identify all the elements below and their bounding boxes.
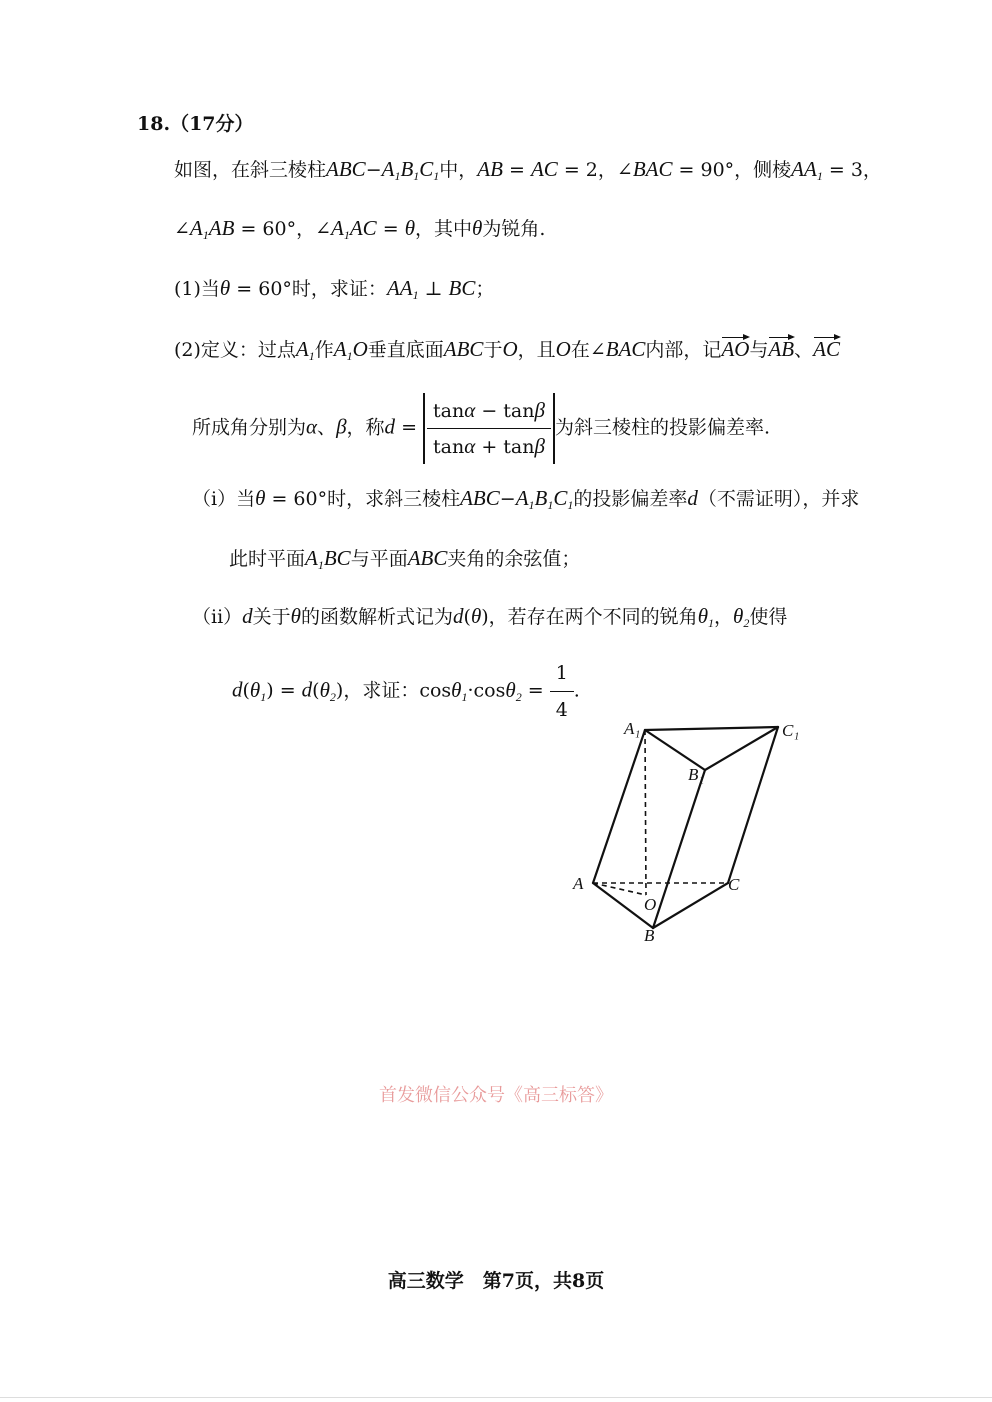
problem-header bbox=[137, 112, 254, 136]
problem-number: 18. bbox=[137, 113, 171, 135]
edge-c-c1 bbox=[728, 727, 778, 883]
label-o: O bbox=[644, 895, 657, 914]
edge-a1-b1 bbox=[645, 730, 705, 770]
part-ii-line-1: （ii）d关于θ的函数解析式记为d(θ)，若存在两个不同的锐角$\theta_1$，$\theta_2$使得 bbox=[192, 604, 788, 630]
projection-deviation-formula: $\frac{\tan\alpha - \tan\beta}{\tan\alpha + \tan\beta}$ bbox=[423, 393, 555, 464]
label-c: C bbox=[728, 875, 740, 894]
prism-figure bbox=[560, 710, 840, 960]
page-footer: 高三数学 第7页，共8页 bbox=[387, 1270, 605, 1292]
label-b1: B₁ bbox=[688, 765, 705, 784]
label-a: A bbox=[573, 874, 584, 893]
part-1: (1)当θ = 60°时，求证：$AA_1$ ⊥ BC； bbox=[174, 276, 495, 302]
part-ii-line-2: $d(\theta_1) = d(\theta_2)$，求证：cosθ$_1$·cosθ$_2$ = $\frac{1}{4}$ . bbox=[232, 657, 580, 726]
part-i-line-1: （i）当θ = 60°时，求斜三棱柱$ABC-A_1B_1C_1$的投影偏差率d（不需证明），并求 bbox=[192, 486, 860, 512]
label-c1: C₁ bbox=[782, 721, 800, 740]
edge-b-b1 bbox=[653, 770, 705, 928]
edge-b-c bbox=[653, 883, 728, 928]
label-a1: A₁ bbox=[624, 719, 641, 738]
edge-a1-c1 bbox=[645, 727, 778, 730]
intro-line-1: 如图，在斜三棱柱$ABC-A_1B_1C_1$中，AB = AC = 2，∠BAC = 90°，侧棱$AA_1 = 3$， bbox=[174, 157, 882, 183]
intro-line-2: $\angle A_1AB = 60^\circ$，$\angle A_1AC = \theta$，其中θ为锐角. bbox=[174, 216, 546, 242]
part-i-line-2: 此时平面$A_1BC$与平面ABC夹角的余弦值； bbox=[229, 546, 581, 572]
problem-points: （17分） bbox=[170, 113, 254, 135]
part-2-line-2: 所成角分别为α、β，称d = $\frac{\tan\alpha - \tan\beta}{\tan\alpha + \tan\beta}$ 为斜三棱柱的投影偏差率. bbox=[192, 393, 770, 464]
part-2-line-1: (2)定义：过点$A_1$作$A_1O$垂直底面ABC于O，且O在∠BAC内部，记AO与AB、AC bbox=[174, 337, 840, 363]
bottom-divider bbox=[0, 1397, 992, 1398]
edge-a-a1 bbox=[593, 730, 645, 883]
label-b: B bbox=[644, 926, 655, 945]
height-a1-o bbox=[645, 730, 646, 895]
watermark: 首发微信公众号《高三标答》 bbox=[379, 1085, 613, 1106]
one-quarter-fraction: $\frac{1}{4}$ bbox=[550, 657, 574, 726]
